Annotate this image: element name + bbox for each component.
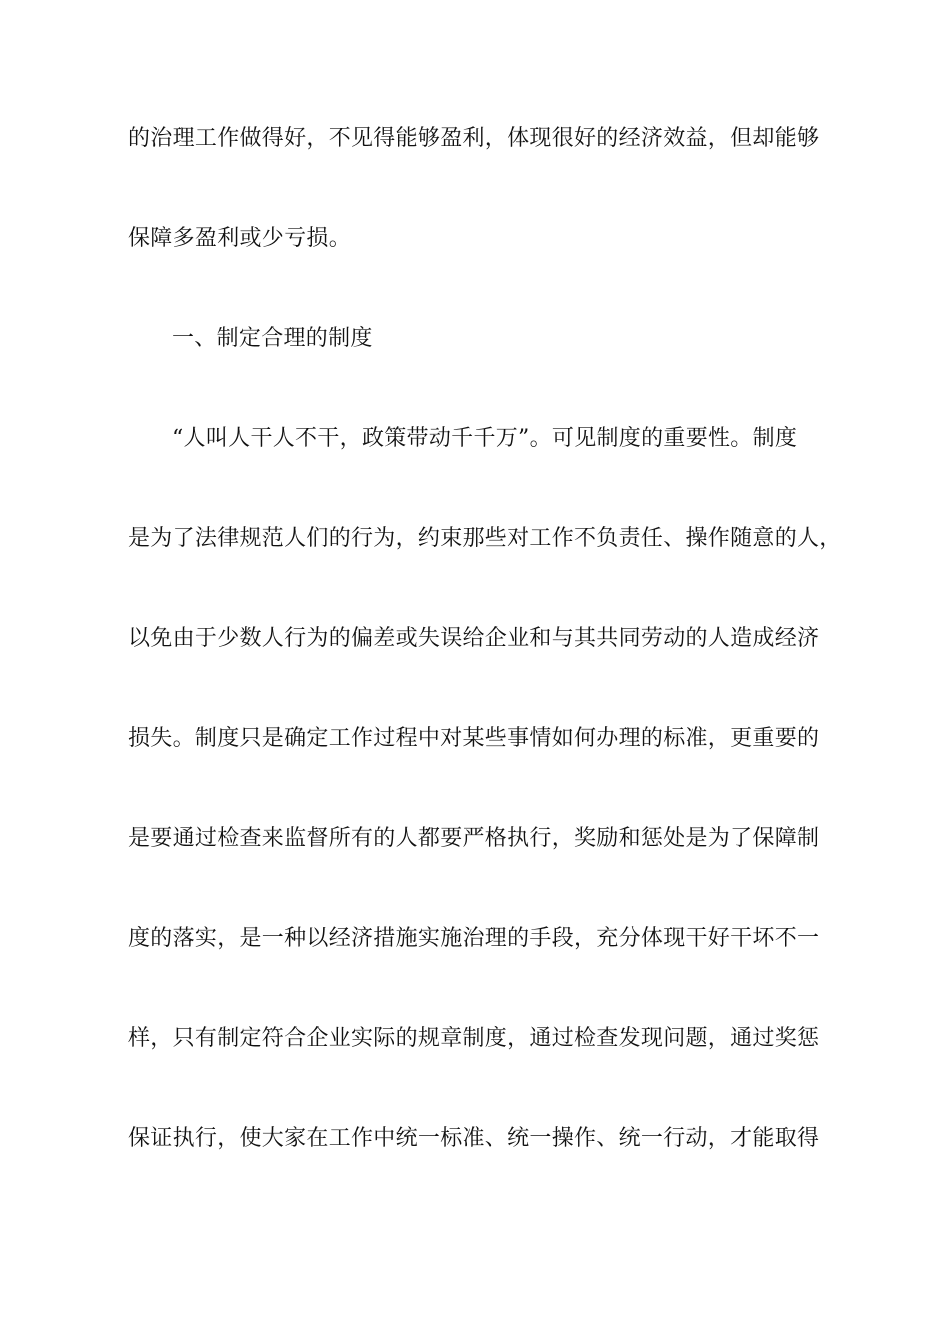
body-text-line: 是为了法律规范人们的行为，约束那些对工作不负责任、操作随意的人， (128, 526, 842, 551)
body-text-line: 是要通过检查来监督所有的人都要严格执行，奖励和惩处是为了保障制 (128, 826, 820, 851)
body-text-line: 样，只有制定符合企业实际的规章制度，通过检查发现问题，通过奖惩 (128, 1026, 820, 1051)
body-text-line: 度的落实，是一种以经济措施实施治理的手段，充分体现干好干坏不一 (128, 926, 820, 951)
body-text-line: 损失。制度只是确定工作过程中对某些事情如何办理的标准，更重要的 (128, 726, 820, 751)
body-text-line: 保障多盈利或少亏损。 (128, 226, 352, 251)
body-text-line: 的治理工作做得好，不见得能够盈利，体现很好的经济效益，但却能够 (128, 126, 820, 151)
body-text-line: 以免由于少数人行为的偏差或失误给企业和与其共同劳动的人造成经济 (128, 626, 820, 651)
body-text-line: 保证执行，使大家在工作中统一标准、统一操作、统一行动，才能取得 (128, 1126, 820, 1151)
body-text-line: “人叫人干人不干，政策带动千千万”。可见制度的重要性。制度 (172, 426, 798, 451)
section-heading: 一、制定合理的制度 (172, 326, 373, 351)
